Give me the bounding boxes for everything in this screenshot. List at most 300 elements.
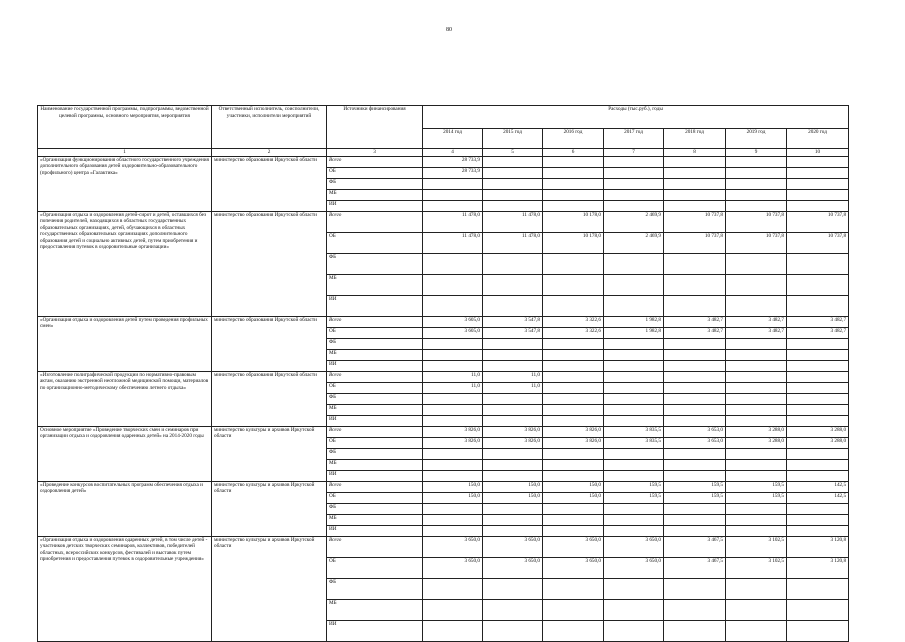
funding-source: ОБ [327,557,423,578]
column-number: 9 [726,149,787,157]
expense-value: 3 653,0 [664,426,726,437]
table-row [38,316,849,327]
expense-value [604,349,664,360]
expense-value [787,189,849,200]
expense-value [604,274,664,295]
expense-value [423,189,483,200]
expense-value [543,178,604,189]
expense-value [543,415,604,426]
expense-value: 3 467,5 [664,536,726,557]
expense-value [483,295,543,316]
expense-value [483,189,543,200]
funding-source: ОБ [327,437,423,448]
header-year: 2015 год [483,129,543,149]
expense-value: 11 478,0 [423,211,483,232]
expense-value [483,253,543,274]
responsible-executor: министерство образования Иркутской области [212,211,327,316]
expense-value [604,189,664,200]
expense-value [483,156,543,167]
expense-value [543,448,604,459]
expense-value: 3 482,7 [787,316,849,327]
expense-value [664,459,726,470]
expense-value: 159,5 [604,481,664,492]
expense-value [604,167,664,178]
expense-value: 10 178,0 [543,232,604,253]
column-number: 1 [38,149,212,157]
expense-value [604,599,664,620]
table-row [38,481,849,492]
expense-value [726,253,787,274]
expense-value: 3 547,8 [483,327,543,338]
funding-source: ИИ [327,295,423,316]
expense-value [787,599,849,620]
funding-source: МБ [327,459,423,470]
expense-value [787,382,849,393]
column-number: 2 [212,149,327,157]
expense-value [726,503,787,514]
expense-value [787,349,849,360]
expense-value [543,620,604,641]
expense-value: 3 482,7 [664,327,726,338]
expense-value [787,338,849,349]
expense-value [787,470,849,481]
expense-value [423,459,483,470]
column-number: 5 [483,149,543,157]
expense-value [787,393,849,404]
header-expenses: Расходы (тыс.руб.), годы [423,106,849,129]
expense-value: 3 120,8 [787,536,849,557]
expense-value: 11 478,0 [483,211,543,232]
responsible-executor: министерство культуры и архивов Иркутской области [212,481,327,536]
table-row [38,536,849,557]
header-year: 2016 год [543,129,604,149]
responsible-executor: министерство образования Иркутской области [212,156,327,211]
expense-value [604,415,664,426]
column-number: 6 [543,149,604,157]
expense-value [423,578,483,599]
expenses-table [37,105,849,642]
expense-value [423,274,483,295]
expense-value [483,470,543,481]
expense-value [726,470,787,481]
expense-value: 10 737,8 [664,232,726,253]
header-year: 2019 год [726,129,787,149]
expense-value [726,578,787,599]
funding-source: ИИ [327,470,423,481]
expense-value [664,503,726,514]
expense-value: 3 467,5 [664,557,726,578]
expense-value [726,525,787,536]
header-year: 2020 год [787,129,849,149]
header-source: Источники финансирования [327,106,423,149]
funding-source: ФБ [327,253,423,274]
expense-value: 10 737,8 [664,211,726,232]
expense-value [543,360,604,371]
funding-source: Всего [327,536,423,557]
expense-value [726,393,787,404]
expense-value: 2 469,9 [604,211,664,232]
expense-value [543,295,604,316]
expense-value [483,167,543,178]
expense-value [726,338,787,349]
expense-value: 3 826,0 [483,437,543,448]
expense-value [726,415,787,426]
expense-value [543,382,604,393]
expense-value [664,156,726,167]
expense-value [423,253,483,274]
expense-value [787,295,849,316]
expense-value [787,514,849,525]
expense-value [664,167,726,178]
expense-value [423,415,483,426]
expense-value [604,578,664,599]
expense-value [664,514,726,525]
column-number: 10 [787,149,849,157]
expense-value [604,200,664,211]
expense-value [726,459,787,470]
expense-value [604,620,664,641]
expense-value [664,599,726,620]
expense-value [664,525,726,536]
funding-source: Всего [327,156,423,167]
expense-value [604,382,664,393]
expense-value: 3 482,7 [787,327,849,338]
expense-value [604,404,664,415]
expense-value: 2 469,9 [604,232,664,253]
expense-value: 150,0 [543,481,604,492]
funding-source: ФБ [327,503,423,514]
expense-value [423,620,483,641]
expense-value [483,338,543,349]
funding-source: МБ [327,404,423,415]
expense-value: 3 826,0 [543,426,604,437]
expense-value: 150,0 [423,481,483,492]
activity-name: «Изготовление полиграфической продукции по нормативно-правовым актам, оказанию экстренной неотложной медицинской помощи, материалов по организационно-методическому обеспечению летнего отдыха» [38,371,212,426]
expense-value: 3 102,5 [726,557,787,578]
expense-value [483,404,543,415]
table-row [38,156,849,167]
funding-source: ОБ [327,232,423,253]
expense-value: 11 478,0 [483,232,543,253]
funding-source: ОБ [327,327,423,338]
expense-value [483,393,543,404]
expense-value: 1 982,8 [604,327,664,338]
expense-value [604,178,664,189]
expense-value [604,156,664,167]
expense-value [787,620,849,641]
expense-value [664,338,726,349]
expense-value [423,178,483,189]
expense-value [787,274,849,295]
expense-value [787,404,849,415]
expense-value [726,349,787,360]
expense-value: 3 835,5 [604,426,664,437]
funding-source: ИИ [327,620,423,641]
expense-value [604,295,664,316]
expense-value [664,470,726,481]
expense-value [664,404,726,415]
expense-value [543,578,604,599]
expense-value [664,274,726,295]
expense-value: 3 288,0 [726,437,787,448]
expense-value: 10 737,8 [787,211,849,232]
funding-source: Всего [327,481,423,492]
expense-value [543,349,604,360]
expense-value: 159,5 [664,481,726,492]
activity-name: «Организация отдыха и оздоровления одаренных детей, в том числе детей - участников детских творческих семинаров, коллективов, победителей областных, всероссийских конкурсов, фестивалей и выставок путем приобретения и предоставления путевок в оздоровительные учреждения» [38,536,212,641]
funding-source: ОБ [327,492,423,503]
responsible-executor: министерство образования Иркутской области [212,371,327,426]
expense-value: 159,5 [664,492,726,503]
column-number: 7 [604,149,664,157]
expense-value [726,156,787,167]
expense-value [423,525,483,536]
expense-value: 3 650,0 [543,557,604,578]
expense-value [726,200,787,211]
expense-value: 150,0 [483,481,543,492]
expense-value [543,470,604,481]
expense-value [483,459,543,470]
expense-value: 10 178,0 [543,211,604,232]
expense-value [423,200,483,211]
table-row [38,426,849,437]
page-number: 80 [446,27,452,33]
expense-value [787,448,849,459]
funding-source: ФБ [327,178,423,189]
expense-value: 3 547,8 [483,316,543,327]
expense-value [787,253,849,274]
funding-source: МБ [327,189,423,200]
funding-source: ФБ [327,393,423,404]
expense-value: 3 322,6 [543,327,604,338]
activity-name: «Организация отдыха и оздоровления детей путем проведения профильных смен» [38,316,212,371]
expense-value [423,404,483,415]
expense-value [787,167,849,178]
expense-value [664,295,726,316]
expense-value: 1 982,8 [604,316,664,327]
table-body [38,156,849,641]
table-row [38,211,849,232]
expense-value: 142,5 [787,492,849,503]
activity-name: «Организация отдыха и оздоровления детей-сирот и детей, оставшихся без попечения родителей, находящихся в областных государственных образовательных организациях, детей, обучающихся в областных государственных образовательных организациях дополнительного образования детей и социально активных детей, путем приобретения и предоставления путевок в оздоровительные организации» [38,211,212,316]
expense-value [543,274,604,295]
expense-value: 150,0 [543,492,604,503]
expense-value: 11,0 [483,371,543,382]
expense-value [726,404,787,415]
expense-value [483,525,543,536]
expense-value [664,371,726,382]
expense-value: 3 322,6 [543,316,604,327]
funding-source: ИИ [327,525,423,536]
expense-value: 3 482,7 [726,327,787,338]
expense-value [664,415,726,426]
expense-value [787,360,849,371]
expense-value: 28 733,9 [423,156,483,167]
funding-source: ИИ [327,200,423,211]
funding-source: ФБ [327,338,423,349]
expense-value [726,178,787,189]
activity-name: Основное мероприятие «Проведение творческих смен и семинаров при организации отдыха и оздоровления одаренных детей» на 2014-2020 годы [38,426,212,481]
funding-source: МБ [327,274,423,295]
header-year: 2014 год [423,129,483,149]
expense-value [543,253,604,274]
expense-value: 11,0 [483,382,543,393]
expense-value [483,503,543,514]
funding-source: Всего [327,371,423,382]
responsible-executor: министерство культуры и архивов Иркутской области [212,426,327,481]
expense-value [664,349,726,360]
funding-source: МБ [327,514,423,525]
expense-value: 11 478,0 [423,232,483,253]
expense-value [726,360,787,371]
expense-value: 3 482,7 [726,316,787,327]
expense-value [543,167,604,178]
expense-value [423,503,483,514]
expense-value [483,415,543,426]
expense-value [423,349,483,360]
expense-value [726,514,787,525]
funding-source: ИИ [327,415,423,426]
expense-value [664,200,726,211]
expense-value: 10 737,8 [726,232,787,253]
expense-value [726,274,787,295]
activity-name: «Проведение конкурсов воспитательных программ обеспечения отдыха и оздоровления детей» [38,481,212,536]
column-number: 3 [327,149,423,157]
expense-value [543,503,604,514]
expense-value [543,459,604,470]
funding-source: ИИ [327,360,423,371]
funding-source: Всего [327,316,423,327]
expense-value [483,360,543,371]
expense-value [726,599,787,620]
expense-value [543,514,604,525]
expense-value [664,620,726,641]
expense-value [664,448,726,459]
expense-value [423,514,483,525]
expense-value [423,470,483,481]
expense-value [664,189,726,200]
expense-value: 159,5 [726,492,787,503]
expense-value [543,525,604,536]
expense-value: 3 605,0 [423,316,483,327]
expense-value [604,371,664,382]
expense-value [726,448,787,459]
expense-value [543,393,604,404]
expense-value [664,253,726,274]
header-responsible: Ответственный исполнитель, соисполнители, участники, исполнители мероприятий [212,106,327,149]
expense-value: 3 650,0 [543,536,604,557]
expense-value [726,295,787,316]
expense-value: 3 288,0 [787,437,849,448]
expense-value: 150,0 [483,492,543,503]
funding-source: ОБ [327,167,423,178]
expense-value: 142,5 [787,481,849,492]
expense-value [423,295,483,316]
expense-value: 11,0 [423,371,483,382]
expense-value [483,578,543,599]
expense-value: 3 288,0 [787,426,849,437]
expense-value: 3 650,0 [604,536,664,557]
expense-value [543,156,604,167]
expense-value: 3 482,7 [664,316,726,327]
funding-source: ФБ [327,448,423,459]
expense-value [543,189,604,200]
expense-value [664,578,726,599]
expense-value [604,514,664,525]
table-header [38,106,849,157]
activity-name: «Организация функционирования областного государственного учреждения дополнительного образования детей оздоровительно-образовательного (профильного) центра «Галактика» [38,156,212,211]
expense-value [604,525,664,536]
expense-value: 3 826,0 [423,437,483,448]
header-column-numbers [38,149,849,157]
expense-value: 3 826,0 [423,426,483,437]
expense-value: 3 650,0 [423,557,483,578]
funding-source: МБ [327,349,423,360]
expense-value [543,404,604,415]
expense-value [664,178,726,189]
expense-value: 150,0 [423,492,483,503]
expense-value: 3 650,0 [423,536,483,557]
expense-value: 3 102,5 [726,536,787,557]
expense-value: 3 288,0 [726,426,787,437]
expense-value [604,470,664,481]
expense-value [787,503,849,514]
expense-value [423,338,483,349]
expense-value [787,178,849,189]
expense-value [787,578,849,599]
expense-value [604,448,664,459]
funding-source: Всего [327,211,423,232]
expense-value [604,253,664,274]
expense-value [726,189,787,200]
expense-value [483,178,543,189]
expense-value: 10 737,8 [787,232,849,253]
expense-value [483,514,543,525]
expense-value [787,525,849,536]
expense-value [726,167,787,178]
expense-value: 10 737,8 [726,211,787,232]
expense-value [483,448,543,459]
expense-value: 3 826,0 [483,426,543,437]
expense-value [483,620,543,641]
expense-value [787,371,849,382]
expense-value: 3 650,0 [483,557,543,578]
expense-value: 3 650,0 [604,557,664,578]
responsible-executor: министерство образования Иркутской области [212,316,327,371]
header-year: 2017 год [604,129,664,149]
table-row [38,371,849,382]
expense-value: 11,0 [423,382,483,393]
expense-value [604,338,664,349]
expense-value [423,360,483,371]
funding-source: ФБ [327,578,423,599]
expense-value [543,599,604,620]
expense-value: 3 605,0 [423,327,483,338]
expense-value [604,360,664,371]
expense-value [664,360,726,371]
expense-value [604,459,664,470]
expense-value [483,599,543,620]
expense-value: 3 826,0 [543,437,604,448]
expense-value: 3 835,5 [604,437,664,448]
funding-source: МБ [327,599,423,620]
expense-value [543,200,604,211]
expense-value [726,371,787,382]
expense-value [787,459,849,470]
expense-value [787,415,849,426]
expense-value [664,393,726,404]
expense-value: 28 733,9 [423,167,483,178]
